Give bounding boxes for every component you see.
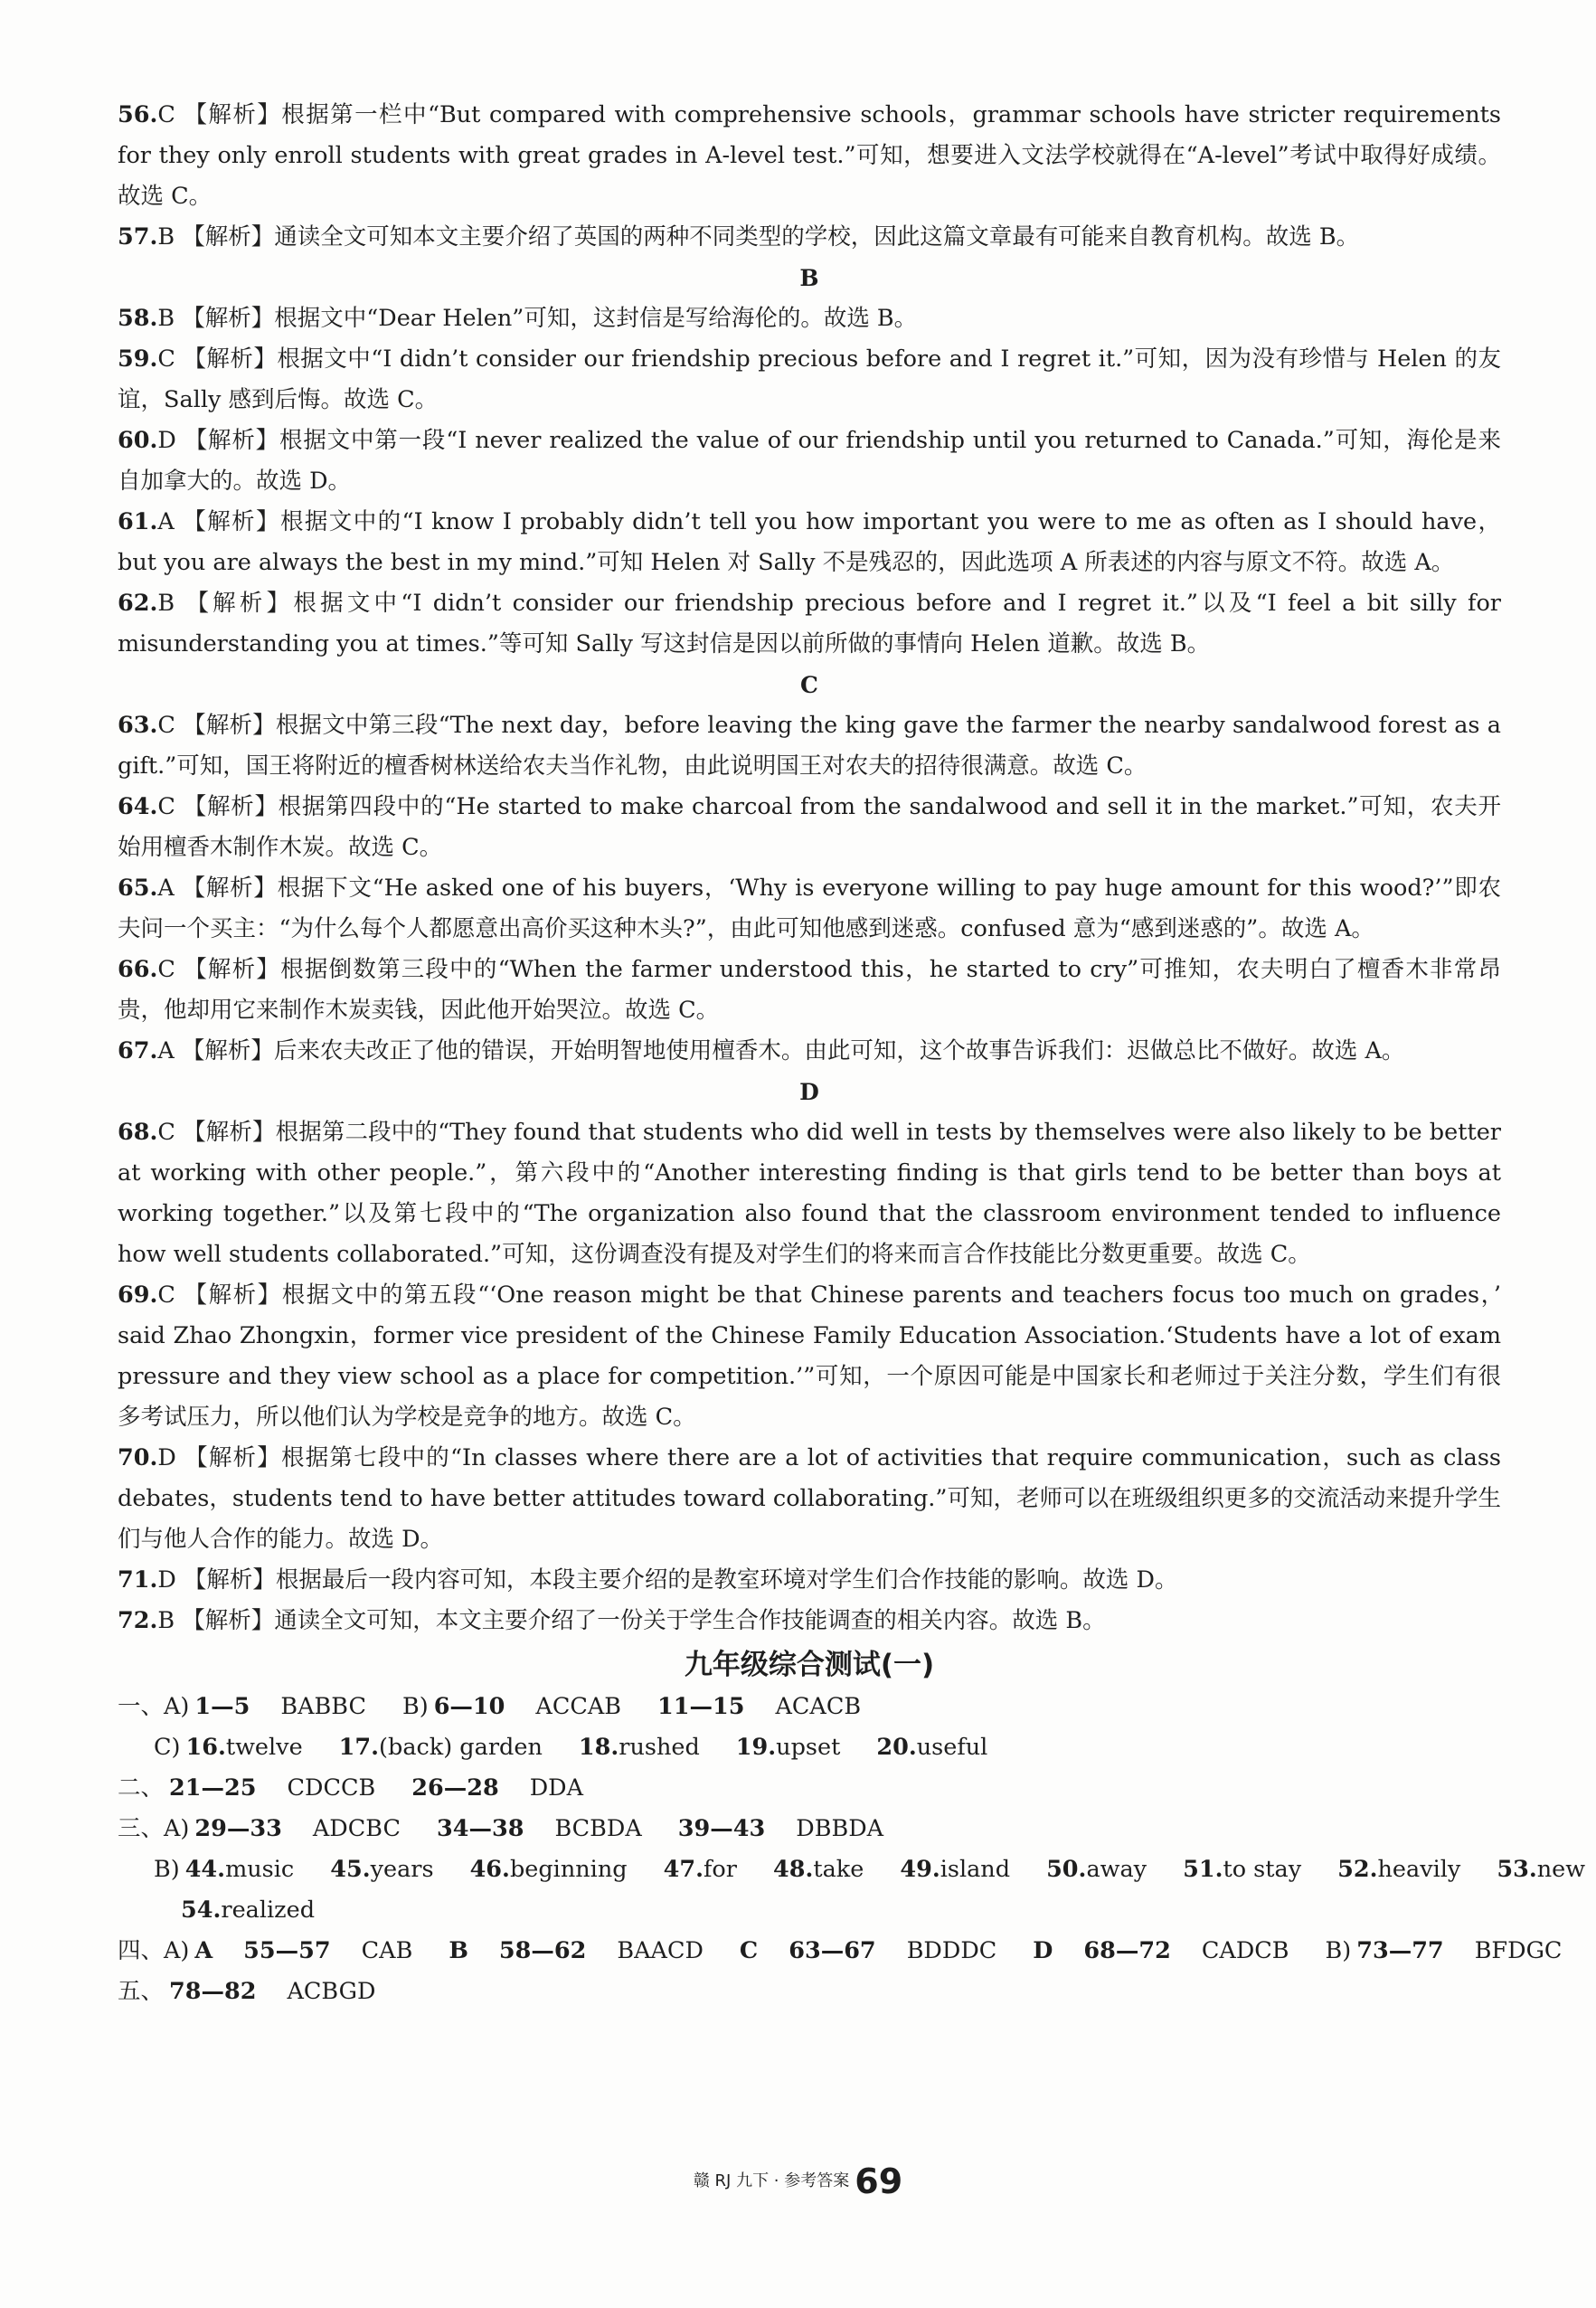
answer-line-6 <box>118 1890 1501 1931</box>
explanation-text: C 【解析】根据文中“I didn’t consider our friendship precious before and I regret it.”可知，因为没有珍惜与 Helen 的友谊，Sally 感到后悔。故选 C。 <box>118 345 1501 413</box>
answer-line-4 <box>118 1809 1501 1849</box>
answer-line-2 <box>118 1727 1501 1768</box>
range: 34—38 <box>436 1815 524 1842</box>
test-title: 九年级综合测试(一) <box>684 1649 935 1681</box>
section-heading: B <box>799 265 819 291</box>
q-num: 52. <box>1337 1856 1378 1883</box>
explanation-text: B 【解析】通读全文可知，本文主要介绍了一份关于学生合作技能调查的相关内容。故选 B。 <box>157 1607 1106 1634</box>
answers: BAACD <box>617 1937 704 1964</box>
answers: ACCAB <box>535 1693 622 1720</box>
question-number: 60. <box>118 427 158 454</box>
explanation-item <box>118 1031 1501 1072</box>
explanation-item <box>118 950 1501 1031</box>
range: 55—57 <box>243 1937 331 1964</box>
word: upset <box>776 1734 841 1761</box>
word: rushed <box>619 1734 700 1761</box>
word: realized <box>221 1897 316 1924</box>
explanation-item <box>118 217 1501 258</box>
answer-line-7 <box>118 1931 1563 1972</box>
explanation-text: A 【解析】根据文中的“I know I probably didn’t tell you how important you were to me as often as I should have，but you are always the best in my mind.”可知 Helen 对 Sally 不是残忍的，因此选项 A 所表述的内容与原文不符。故选 A。 <box>118 508 1501 576</box>
explanation-item <box>118 583 1501 665</box>
range: 21—25 <box>169 1774 257 1802</box>
q-num: 16. <box>185 1734 226 1761</box>
word: twelve <box>225 1734 303 1761</box>
word: take <box>813 1856 864 1883</box>
q-num: 20. <box>876 1734 917 1761</box>
word: away <box>1086 1856 1147 1883</box>
explanation-item <box>118 868 1501 950</box>
range: 73—77 <box>1356 1937 1444 1964</box>
question-number: 71. <box>118 1566 158 1594</box>
explanation-item <box>118 1112 1501 1275</box>
q-num: 17. <box>338 1734 380 1761</box>
q-num: 51. <box>1183 1856 1223 1883</box>
answers: ACACB <box>775 1693 862 1720</box>
explanation-text: C 【解析】根据文中的第五段“‘One reason might be that Chinese parents and teachers focus too much on grades，’ said Zhao Zhongxin，former vice president of the Chinese Family Education Association.‘Students have a lot of exam pressure and they view school as a place for competition.’”可知，一个原因可能是中国家长和老师过于关注分数，学生们有很多考试压力，所以他们认为学校是竞争的地方。故选 C。 <box>118 1282 1501 1431</box>
word: heavily <box>1377 1856 1461 1883</box>
range: 39—43 <box>677 1815 766 1842</box>
question-number: 70. <box>118 1444 158 1471</box>
explanation-text: C 【解析】根据文中第三段“The next day，before leaving the king gave the farmer the nearby sandalwood forest as a gift.”可知，国王将附近的檀香树林送给农夫当作礼物，由此说明国王对农夫的招待很满意。故选 C。 <box>118 712 1501 780</box>
part-label: B) <box>402 1693 429 1720</box>
answer-line-8 <box>118 1972 1501 2012</box>
range: 11—15 <box>657 1693 745 1720</box>
page-number: 69 <box>855 2161 903 2201</box>
footer-text: 赣 RJ 九下 · 参考答案 <box>693 2171 850 2190</box>
q-num: 18. <box>578 1734 619 1761</box>
passage-label: B <box>449 1937 468 1964</box>
explanation-list <box>118 95 1501 1641</box>
explanation-item <box>118 298 1501 339</box>
explanation-text: B 【解析】根据文中“I didn’t consider our friendship precious before and I regret it.”以及“I feel a bit silly for misunderstanding you at times.”等可知 Sally 写这封信是因以前所做的事情向 Helen 道歉。故选 B。 <box>118 590 1501 657</box>
answers: CADCB <box>1201 1937 1289 1964</box>
explanation-text: B 【解析】根据文中“Dear Helen”可知，这封信是写给海伦的。故选 B。 <box>157 305 918 332</box>
answer-line-1 <box>118 1687 1501 1727</box>
word: music <box>225 1856 295 1883</box>
word: years <box>370 1856 434 1883</box>
question-number: 56. <box>118 101 158 128</box>
explanation-item <box>118 421 1501 502</box>
q-num: 46. <box>469 1856 510 1883</box>
range: 6—10 <box>433 1693 505 1720</box>
question-number: 58. <box>118 305 158 332</box>
section-heading: D <box>799 1079 819 1105</box>
explanation-item <box>118 95 1501 217</box>
range: 29—33 <box>194 1815 282 1842</box>
explanation-text: A 【解析】根据下文“He asked one of his buyers，‘Why is everyone willing to pay huge amount for this wood?’”即农夫问一个买主：“为什么每个人都愿意出高价买这种木头?”，由此可知他感到迷惑。confused 意为“感到迷惑的”。故选 A。 <box>118 875 1501 942</box>
question-number: 67. <box>118 1037 158 1064</box>
explanation-item <box>118 1601 1501 1641</box>
answers: CDCCB <box>287 1774 376 1802</box>
explanation-item <box>118 787 1501 868</box>
word: to stay <box>1223 1856 1302 1883</box>
explanation-text: C 【解析】根据第四段中的“He started to make charcoal from the sandalwood and sell it in the market.”可知，农夫开始用檀香木制作木炭。故选 C。 <box>118 793 1501 861</box>
part-label: 五、 <box>118 1978 165 2005</box>
range: 26—28 <box>411 1774 499 1802</box>
part-label: B) <box>1325 1937 1352 1964</box>
question-number: 64. <box>118 793 158 820</box>
q-num: 50. <box>1046 1856 1087 1883</box>
answer-key <box>118 1687 1586 2012</box>
explanation-text: A 【解析】后来农夫改正了他的错误，开始明智地使用檀香木。由此可知，这个故事告诉我们：迟做总比不做好。故选 A。 <box>157 1037 1405 1064</box>
answers: BFDGC <box>1474 1937 1563 1964</box>
q-num: 53. <box>1497 1856 1537 1883</box>
question-number: 59. <box>118 345 158 373</box>
word: new <box>1536 1856 1586 1883</box>
part-label: 四、A) <box>118 1937 190 1964</box>
range: 58—62 <box>498 1937 587 1964</box>
explanation-item <box>118 1560 1501 1601</box>
range: 68—72 <box>1083 1937 1171 1964</box>
q-num: 44. <box>184 1856 226 1883</box>
q-num: 49. <box>900 1856 940 1883</box>
answers: ADCBC <box>312 1815 401 1842</box>
question-number: 69. <box>118 1282 158 1309</box>
answers: DDA <box>529 1774 584 1802</box>
passage-label: C <box>739 1937 759 1964</box>
explanation-text: C 【解析】根据倒数第三段中的“When the farmer understood this，he started to cry”可推知，农夫明白了檀香木非常昂贵，他却用它来制作木炭卖钱，因此他开始哭泣。故选 C。 <box>118 956 1501 1024</box>
explanation-item <box>118 339 1501 421</box>
word: for <box>703 1856 737 1883</box>
question-number: 65. <box>118 875 158 902</box>
page-footer <box>0 2161 1596 2201</box>
explanation-text: D 【解析】根据第七段中的“In classes where there are a lot of activities that require communication，such as class debates，students tend to have better attitudes toward collaborating.”可知，老师可以在班级组织更多的交流活动来提升学生们与他人合作的能力。故选 D。 <box>118 1444 1501 1553</box>
explanation-text: D 【解析】根据文中第一段“I never realized the value of our friendship until you returned to Canada.”可知，海伦是来自加拿大的。故选 D。 <box>118 427 1501 495</box>
explanation-text: B 【解析】通读全文可知本文主要介绍了英国的两种不同类型的学校，因此这篇文章最有可能来自教育机构。故选 B。 <box>157 223 1360 251</box>
answers: CAB <box>361 1937 413 1964</box>
part-label: C) <box>154 1734 181 1761</box>
q-num: 19. <box>735 1734 777 1761</box>
q-num: 54. <box>181 1897 222 1924</box>
answers: DBBDA <box>796 1815 884 1842</box>
explanation-text: C 【解析】根据第一栏中“But compared with comprehensive schools，grammar schools have stricter requirements for they only enroll students with great grades in A-level test.”可知，想要进入文法学校就得在“A-level”考试中取得好成绩。故选 C。 <box>118 101 1501 210</box>
range: 1—5 <box>194 1693 250 1720</box>
answer-line-5 <box>118 1849 1586 1890</box>
explanation-text: C 【解析】根据第二段中的“They found that students who did well in tests by themselves were also likely to be better at working with other people.”，第六段中的“Another interesting finding is that girls tend to be better than boys at working together.”以及第七段中的“The organization also found that the classroom environment tended to influence how well students collaborated.”可知，这份调查没有提及对学生们的将来而言合作技能比分数更重要。故选 C。 <box>118 1119 1501 1268</box>
part-label: 二、 <box>118 1774 165 1802</box>
question-number: 63. <box>118 712 158 739</box>
question-number: 66. <box>118 956 158 983</box>
q-num: 45. <box>330 1856 371 1883</box>
answers: BABBC <box>280 1693 366 1720</box>
section-heading: C <box>800 672 818 698</box>
part-label: 三、A) <box>118 1815 190 1842</box>
explanation-item <box>118 705 1501 787</box>
answer-line-3 <box>118 1768 1501 1809</box>
part-label: 一、A) <box>118 1693 190 1720</box>
question-number: 72. <box>118 1607 158 1634</box>
q-num: 47. <box>663 1856 704 1883</box>
explanation-item <box>118 1275 1501 1438</box>
part-label: B) <box>154 1856 180 1883</box>
answers: BDDDC <box>906 1937 997 1964</box>
q-num: 48. <box>772 1856 814 1883</box>
question-number: 61. <box>118 508 158 535</box>
answers: BCBDA <box>554 1815 642 1842</box>
passage-label: D <box>1033 1937 1053 1964</box>
range: 63—67 <box>789 1937 876 1964</box>
explanation-item <box>118 502 1501 583</box>
word: beginning <box>509 1856 628 1883</box>
passage-label: A <box>194 1937 213 1964</box>
answer-page <box>118 95 1586 2012</box>
word: useful <box>916 1734 988 1761</box>
question-number: 68. <box>118 1119 158 1146</box>
answers: ACBGD <box>287 1978 376 2005</box>
explanation-text: D 【解析】根据最后一段内容可知，本段主要介绍的是教室环境对学生们合作技能的影响。故选 D。 <box>157 1566 1178 1594</box>
range: 78—82 <box>169 1978 257 2005</box>
question-number: 62. <box>118 590 158 617</box>
question-number: 57. <box>118 223 158 251</box>
word: island <box>940 1856 1011 1883</box>
explanation-item <box>118 1438 1501 1560</box>
word: (back) garden <box>379 1734 543 1761</box>
